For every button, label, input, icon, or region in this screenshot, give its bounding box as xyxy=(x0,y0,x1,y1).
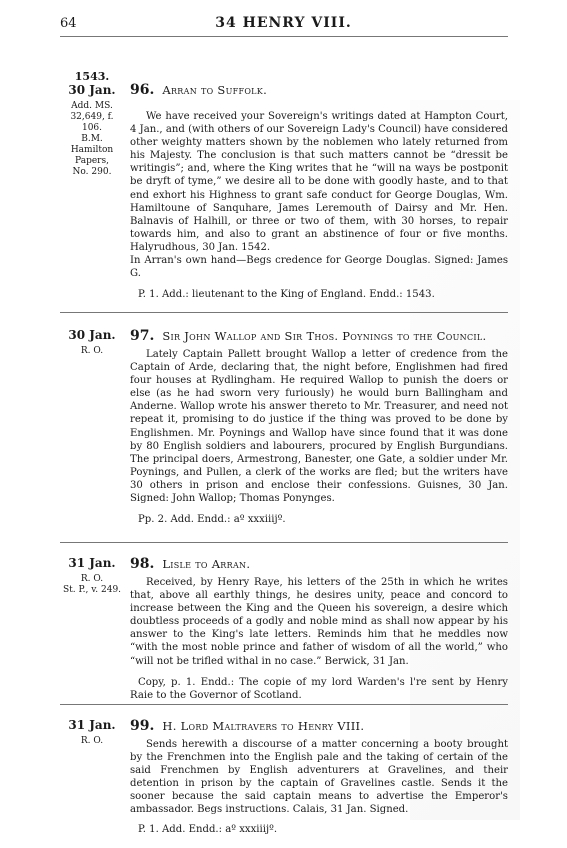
source-line: 32,649, f. 106. xyxy=(70,112,114,133)
entry-title: Arran to Suffolk. xyxy=(162,83,268,97)
source-line: Papers, xyxy=(75,156,109,166)
header-rule xyxy=(60,36,508,37)
entry-heading xyxy=(130,328,509,344)
entry-heading xyxy=(130,718,509,734)
entry-separator xyxy=(60,704,508,705)
entry-heading xyxy=(130,556,509,572)
entry-source xyxy=(60,101,124,178)
entry-source xyxy=(60,346,124,357)
source-line: R. O. xyxy=(80,736,104,746)
entry-title: H. Lord Maltravers to Henry VIII. xyxy=(162,719,365,733)
entry-title: Lisle to Arran. xyxy=(162,557,251,571)
source-line: Hamilton xyxy=(70,145,114,155)
entry-margin xyxy=(60,328,124,357)
page-number: 64 xyxy=(60,16,77,31)
entry-date: 30 Jan. xyxy=(68,328,116,342)
entry-footnote: P. 1. Add.: lieutenant to the King of England. Endd.: 1543. xyxy=(138,289,435,301)
entry-year: 1543. xyxy=(74,70,110,83)
entry-number: 97. xyxy=(130,328,155,344)
source-line: No. 290. xyxy=(72,167,112,177)
entry-text: Lately Captain Pallett brought Wallop a letter of credence from the Captain of Arde, declaring that, the night before, Englishmen had fired four houses at Rydlingham. He required Wallop to punish the doers or else (as he had sworn very furiously) he would burn Ballingham and Anderne. Wallop wrote his answer thereto to Mr. Treasurer, and need not repeat it, promising to do justice if the thing was proved to be done by Englishmen. Mr. Poynings and Wallop have since found that it was done by 80 English soldiers and labourers, procured by English Burgundians. The principal doers, Armestrong, Banester, one Gate, a soldier under Mr. Poynings, and Pullen, a clerk of the works are fled; but the writers have 30 others in prison and enclose their confessions. Guisnes, 30 Jan. Signed: John Wallop; Thomas Ponynges. xyxy=(130,349,508,505)
entry-footnote: P. 1. Add. Endd.: aº xxxiiijº. xyxy=(138,823,278,835)
entry-note: In Arran's own hand—Begs credence for George Douglas. Signed: James G. xyxy=(130,255,508,280)
entry-separator xyxy=(60,542,508,543)
entry-source xyxy=(60,736,124,747)
entry-footnote: Copy, p. 1. Endd.: The copie of my lord Warden's l're sent by Henry Raie to the Governor of Scotland. xyxy=(130,676,508,701)
source-line: St. P., v. 249. xyxy=(62,585,122,595)
entry-text: Received, by Henry Raye, his letters of the 25th in which he writes that, above all earthly things, he desires unity, peace and concord to increase between the King and the Queen his sovereign, a desire which doubtless proceeds of a godly and noble mind as shall now appear by his answer to the King's late letters. Reminds him that he meddles now “with the most noble prince and father of wisdom of all the world,” who “will not be trifled withal in no case.” Berwick, 31 Jan. xyxy=(130,577,508,667)
running-title: 34 HENRY VIII. xyxy=(215,15,352,31)
entry-body xyxy=(130,110,508,301)
entry-margin xyxy=(60,718,124,747)
entry-number: 96. xyxy=(130,82,155,98)
entry-title: Sir John Wallop and Sir Thos. Poynings to the Council. xyxy=(162,329,487,343)
entry-footnote: Pp. 2. Add. Endd.: aº xxxiiijº. xyxy=(138,514,286,526)
source-line: R. O. xyxy=(80,346,104,356)
entry-separator xyxy=(60,312,508,313)
entry-date: 30 Jan. xyxy=(68,83,116,97)
entry-body xyxy=(130,576,508,702)
entry-number: 98. xyxy=(130,556,155,572)
source-line: R. O. xyxy=(80,574,104,584)
entry-number: 99. xyxy=(130,718,155,734)
entry-date: 31 Jan. xyxy=(68,718,116,732)
entry-source xyxy=(60,574,124,596)
entry-margin xyxy=(60,70,124,178)
source-line: Add. MS. xyxy=(71,101,113,111)
entry-margin xyxy=(60,556,124,596)
entry-text: We have received your Sovereign's writings dated at Hampton Court, 4 Jan., and (with others of our Sovereign Lady's Council) have considered other weighty matters shown by the noblemen who lately returned from his Majesty. The conclusion is that such matters cannot be “dressit be writingis”; and, where the King writes that he “will na ways be postponit be dryft of tyme,” we desire all to be done with goodly haste, and to that end exhort his Highness to grant safe conduct for George Douglas, Wm. Hamiltoune of Sanquhare, James Leremouth of Dairsy and Mr. Hen. Balnavis of Halhill, or three or two of them, with 30 horses, to repair towards him, and also to grant an abstinence of four or five months. Halyrudhous, 30 Jan. 1542. xyxy=(130,111,508,253)
entry-body xyxy=(130,348,508,526)
entry-body xyxy=(130,738,508,836)
source-line: B.M. xyxy=(81,134,103,144)
entry-date: 31 Jan. xyxy=(68,556,116,570)
entry-text: Sends herewith a discourse of a matter concerning a booty brought by the Frenchmen into the English pale and the taking of certain of the said Frenchmen by English adventurers at Gravelines, and their detention in prison by the captain of Gravelines castle. Sends it the sooner because the said captain means to advertise the Emperor's ambassador. Begs instructions. Calais, 31 Jan. Signed. xyxy=(130,739,508,816)
entry-heading xyxy=(130,82,509,98)
